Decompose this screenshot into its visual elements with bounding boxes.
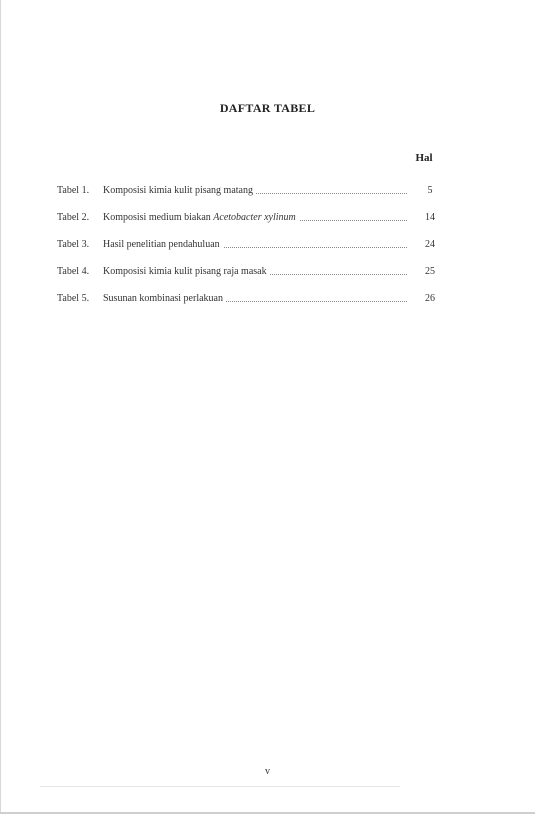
scan-edge [0,0,1,814]
scan-artifact-line [40,786,400,787]
toc-entry-page: 26 [415,292,445,306]
toc-entry-label: Tabel 4. [57,266,90,277]
page-title: DAFTAR TABEL [219,101,316,115]
toc-entry-tabel-2 [57,211,445,225]
toc-entry-page: 14 [415,211,445,225]
page-number: v [265,766,270,777]
toc-entry-title: Komposisi kimia kulit pisang matang [103,184,256,198]
toc-entry-tabel-3 [57,238,445,252]
toc-entry-label: Tabel 1. [57,185,90,196]
toc-entry-tabel-5 [57,292,445,306]
toc-entry-title: Komposisi medium biakan Acetobacter xylinum [103,211,299,225]
toc-entry-page: 25 [415,265,445,279]
toc-entry-title: Komposisi kimia kulit pisang raja masak [103,265,270,279]
toc-entry-tabel-1 [57,184,445,198]
toc-entry-tabel-4 [57,265,445,279]
toc-entry-label: Tabel 2. [57,212,90,223]
toc-entry-label: Tabel 3. [57,239,90,250]
toc-entry-label: Tabel 5. [57,293,90,304]
toc-entry-page: 5 [415,184,445,198]
toc-entry-page: 24 [415,238,445,252]
toc-entry-title: Susunan kombinasi perlakuan [103,292,226,306]
toc-entry-title: Hasil penelitian pendahuluan [103,238,223,252]
page-column-header: Hal [415,152,433,164]
